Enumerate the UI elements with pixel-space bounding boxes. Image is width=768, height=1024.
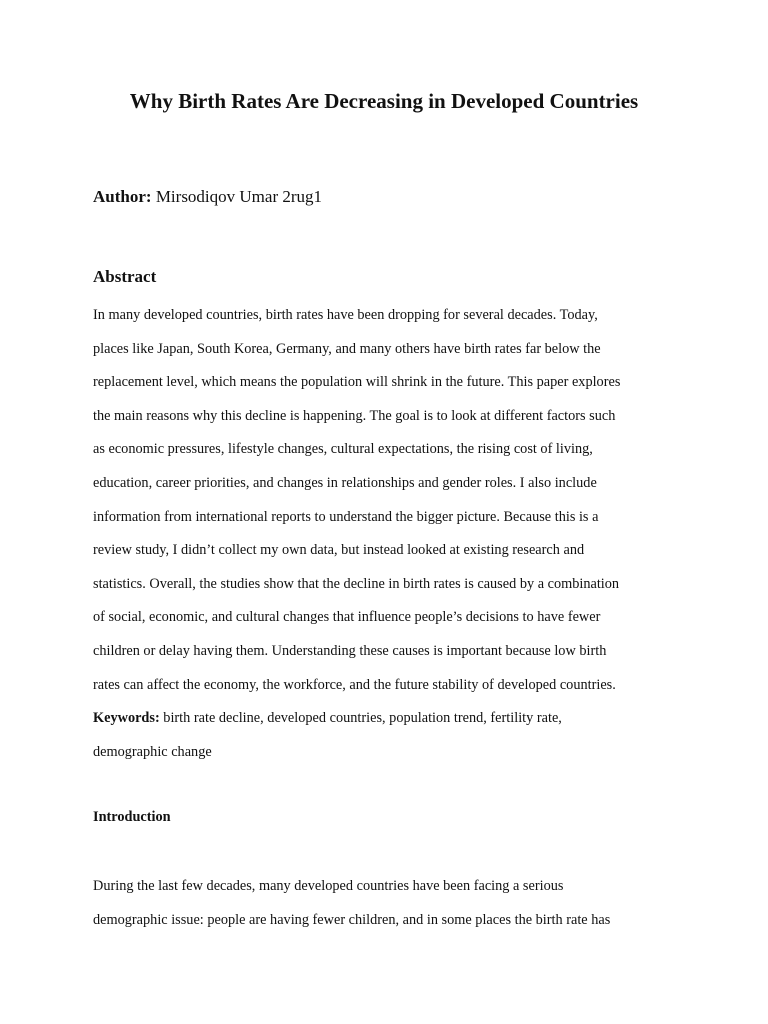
introduction-line: demographic issue: people are having fewer children, and in some places the birth rate has xyxy=(93,911,611,928)
abstract-line: the main reasons why this decline is happening. The goal is to look at different factors such xyxy=(93,407,616,424)
abstract-line: review study, I didn’t collect my own data, but instead looked at existing research and xyxy=(93,542,585,559)
keywords-text: birth rate decline, developed countries, population trend, fertility rate, xyxy=(159,710,562,727)
author-name: Mirsodiqov Umar 2rug1 xyxy=(155,187,323,206)
abstract-line: statistics. Overall, the studies show that the decline in birth rates is caused by a combination xyxy=(93,575,620,592)
abstract-line: In many developed countries, birth rates have been dropping for several decades. Today, xyxy=(93,307,598,323)
abstract-line: rates can affect the economy, the workforce, and the future stability of developed countries. xyxy=(93,676,616,693)
introduction-heading: Introduction xyxy=(93,809,171,825)
abstract-line: places like Japan, South Korea, Germany, and many others have birth rates far below the xyxy=(93,340,601,357)
abstract-line: of social, economic, and cultural changes that influence people’s decisions to have fewer xyxy=(93,609,601,626)
abstract-line: as economic pressures, lifestyle changes, cultural expectations, the rising cost of living, xyxy=(93,441,593,458)
abstract-line: information from international reports to understand the bigger picture. Because this is a xyxy=(93,508,599,525)
author-line xyxy=(93,184,322,210)
abstract-line: children or delay having them. Understanding these causes is important because low birth xyxy=(93,642,607,659)
introduction-line: During the last few decades, many developed countries have been facing a serious xyxy=(93,878,564,894)
abstract-line: education, career priorities, and changes in relationships and gender roles. I also include xyxy=(93,474,597,491)
abstract-line: replacement level, which means the population will shrink in the future. This paper explores xyxy=(93,374,621,391)
abstract-body xyxy=(93,299,673,769)
keywords-continuation: demographic change xyxy=(93,743,212,760)
keywords-label: Keywords: xyxy=(93,710,160,727)
abstract-heading: Abstract xyxy=(93,267,157,286)
author-label: Author: xyxy=(93,187,152,206)
keywords-line xyxy=(93,702,673,736)
introduction-body xyxy=(93,870,673,937)
paper-title: Why Birth Rates Are Decreasing in Developed Countries xyxy=(129,89,639,113)
